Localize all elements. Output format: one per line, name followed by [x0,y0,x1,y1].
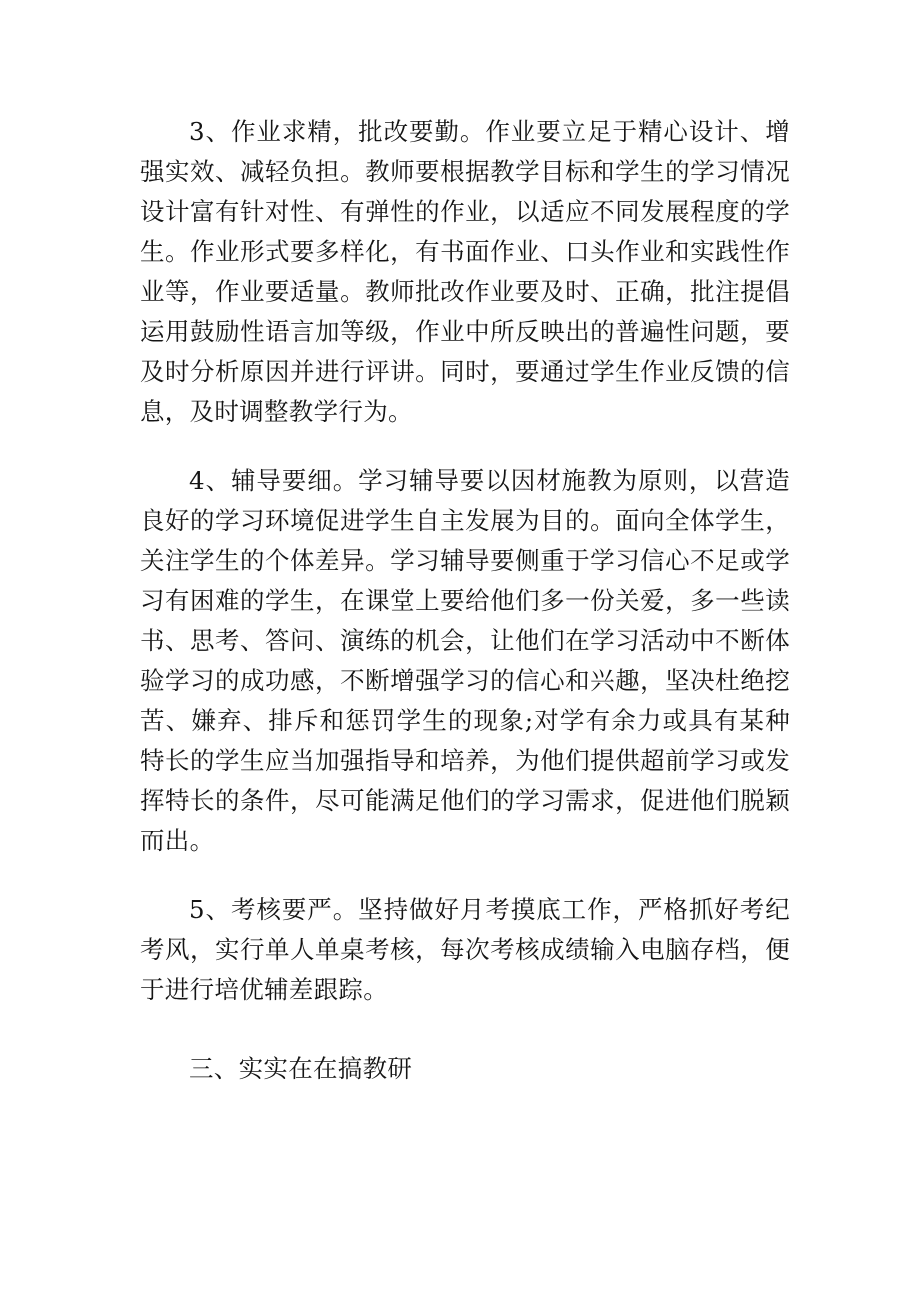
paragraph-assessment: 5、考核要严。坚持做好月考摸底工作，严格抓好考纪考风，实行单人单桌考核，每次考核成绩输入电脑存档，便于进行培优辅差跟踪。 [140,895,790,1004]
paragraph-homework: 3、作业求精，批改要勤。作业要立足于精心设计、增强实效、减轻负担。教师要根据教学目标和学生的学习情况设计富有针对性、有弹性的作业，以适应不同发展程度的学生。作业形式要多样化，有书面作业、口头作业和实践性作业等，作业要适量。教师批改作业要及时、正确，批注提倡运用鼓励性语言加等级，作业中所反映出的普遍性问题，要及时分析原因并进行评讲。同时，要通过学生作业反馈的信息，及时调整教学行为。 [140,117,790,426]
section-heading-research: 三、实实在在搞教研 [189,1054,413,1083]
paragraph-tutoring: 4、辅导要细。学习辅导要以因材施教为原则，以营造良好的学习环境促进学生自主发展为目的。面向全体学生，关注学生的个体差异。学习辅导要侧重于学习信心不足或学习有困难的学生，在课堂上要给他们多一份关爱，多一些读书、思考、答问、演练的机会，让他们在学习活动中不断体验学习的成功感，不断增强学习的信心和兴趣，坚决杜绝挖苦、嫌弃、排斥和惩罚学生的现象;对学有余力或具有某种特长的学生应当加强指导和培养，为他们提供超前学习或发挥特长的条件，尽可能满足他们的学习需求，促进他们脱颖而出。 [140,466,790,855]
